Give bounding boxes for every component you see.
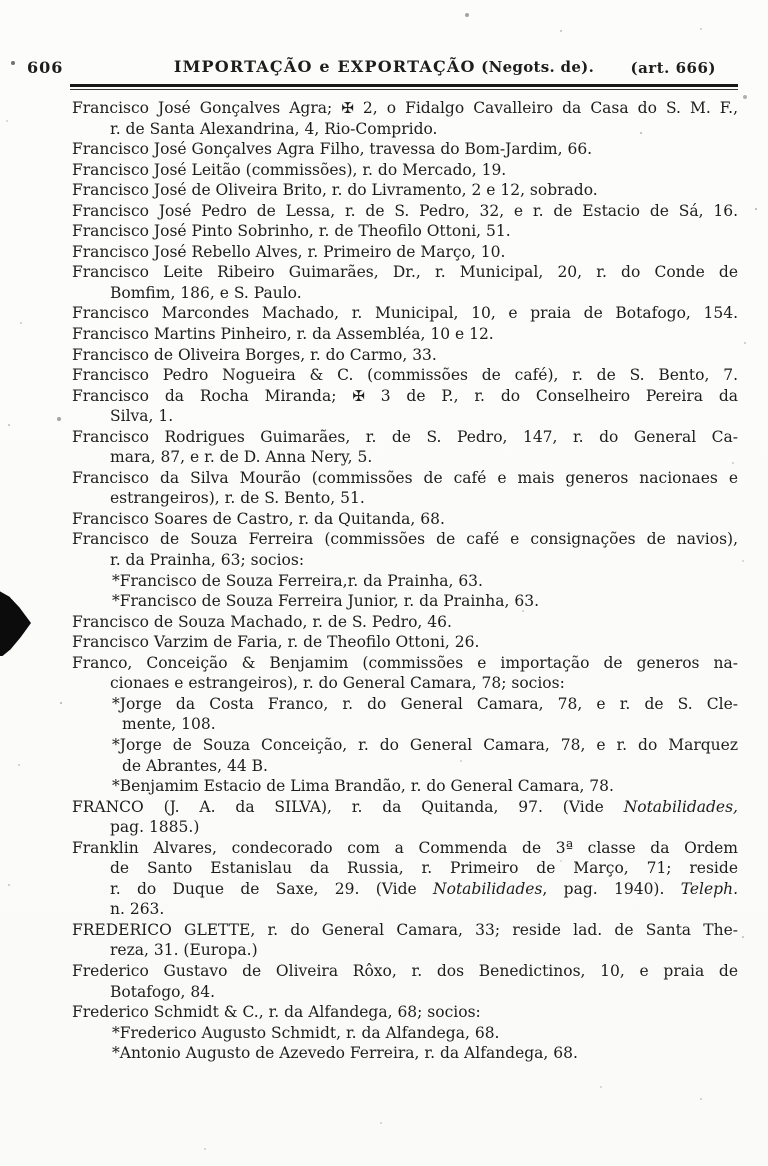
directory-line: FREDERICO GLETTE, r. do General Camara, 33; reside lad. de Santa The- xyxy=(72,920,738,939)
directory-line: Francisco de Souza Machado, r. de S. Pedro, 46. xyxy=(72,612,452,631)
directory-line: Francisco Leite Ribeiro Guimarães, Dr., r. Municipal, 20, r. do Conde de xyxy=(72,263,738,282)
directory-line: Francisco Rodrigues Guimarães, r. de S. Pedro, 147, r. do General Ca- xyxy=(72,427,738,446)
directory-line: Francisco de Souza Ferreira (commissões de café e consignações de navios), xyxy=(72,530,738,549)
article-reference: (art. 666) xyxy=(630,59,716,77)
directory-line: *Antonio Augusto de Azevedo Ferreira, r. da Alfandega, 68. xyxy=(112,1044,578,1063)
header-double-rule xyxy=(70,84,738,90)
directory-line: Francisco José Leitão (commissões), r. do Mercado, 19. xyxy=(72,160,507,179)
directory-line: *Jorge da Costa Franco, r. do General Camara, 78, e r. de S. Cle- xyxy=(112,694,738,713)
running-header-title: IMPORTAÇÃO e EXPORTAÇÃO xyxy=(173,57,476,76)
directory-line: r. de Santa Alexandrina, 4, Rio-Comprido. xyxy=(110,119,438,138)
order-of-christ-cross-icon: ✠ xyxy=(341,99,354,117)
directory-line: Francisco da Rocha Miranda; ✠ 3 de P., r. do Conselheiro Pereira da xyxy=(72,386,738,405)
directory-line: *Jorge de Souza Conceição, r. do General Camara, 78, e r. do Marquez xyxy=(112,735,738,754)
directory-line: Franco, Conceição & Benjamim (commissões e importação de generos na- xyxy=(72,653,738,672)
directory-line: Botafogo, 84. xyxy=(110,982,216,1001)
directory-line: Francisco José de Oliveira Brito, r. do Livramento, 2 e 12, sobrado. xyxy=(72,181,598,200)
directory-line: Franklin Alvares, condecorado com a Commenda de 3ª classe da Ordem xyxy=(72,838,738,857)
directory-line: *Frederico Augusto Schmidt, r. da Alfandega, 68. xyxy=(112,1023,500,1042)
directory-line: Frederico Gustavo de Oliveira Rôxo, r. dos Benedictinos, 10, e praia de xyxy=(72,961,738,980)
directory-line: cionaes e estrangeiros), r. do General Camara, 78; socios: xyxy=(110,674,565,693)
page-number: 606 xyxy=(27,58,64,77)
directory-line: Francisco de Oliveira Borges, r. do Carmo, 33. xyxy=(72,345,437,364)
directory-line: Francisco Soares de Castro, r. da Quitanda, 68. xyxy=(72,509,445,528)
directory-line: Francisco José Gonçalves Agra; ✠ 2, o Fidalgo Cavalleiro da Casa do S. M. F., xyxy=(72,99,738,117)
directory-line: pag. 1885.) xyxy=(110,818,200,837)
directory-line: r. da Prainha, 63; socios: xyxy=(110,551,305,570)
directory-line: Frederico Schmidt & C., r. da Alfandega, 68; socios: xyxy=(72,1003,481,1022)
directory-line: estrangeiros), r. de S. Bento, 51. xyxy=(110,489,365,508)
directory-line: mara, 87, e r. de D. Anna Nery, 5. xyxy=(110,448,373,467)
directory-line: Francisco José Pedro de Lessa, r. de S. Pedro, 32, e r. de Estacio de Sá, 16. xyxy=(72,201,738,220)
paper-specks xyxy=(0,0,2,2)
directory-line: reza, 31. (Europa.) xyxy=(110,941,258,960)
directory-line: Francisco José Rebello Alves, r. Primeiro de Março, 10. xyxy=(72,242,506,261)
directory-line: Francisco José Gonçalves Agra Filho, travessa do Bom-Jardim, 66. xyxy=(72,140,593,159)
directory-line: de Abrantes, 44 B. xyxy=(122,756,268,775)
directory-listing xyxy=(72,98,738,1064)
directory-line: FRANCO (J. A. da SILVA), r. da Quitanda, 97. (Vide Notabilidades, xyxy=(72,797,738,816)
header-rule-thin xyxy=(70,89,738,90)
directory-line: mente, 108. xyxy=(122,715,216,734)
directory-line: de Santo Estanislau da Russia, r. Primeiro de Março, 71; reside xyxy=(110,859,738,878)
header-rule-thick xyxy=(70,84,738,87)
directory-line: Francisco José Pinto Sobrinho, r. de Theofilo Ottoni, 51. xyxy=(72,222,511,241)
directory-line: *Francisco de Souza Ferreira,r. da Prainha, 63. xyxy=(112,571,483,590)
directory-line: Francisco da Silva Mourão (commissões de café e mais generos nacionaes e xyxy=(72,468,738,487)
directory-line: Silva, 1. xyxy=(110,407,174,426)
directory-line: Francisco Pedro Nogueira & C. (commissões de café), r. de S. Bento, 7. xyxy=(72,366,738,385)
directory-line: Bomfim, 186, e S. Paulo. xyxy=(110,283,302,302)
directory-line: *Francisco de Souza Ferreira Junior, r. da Prainha, 63. xyxy=(112,592,539,611)
running-header-note: (Negots. de). xyxy=(475,58,595,76)
directory-line: *Benjamim Estacio de Lima Brandão, r. do General Camara, 78. xyxy=(112,777,614,796)
ink-blot-artifact xyxy=(0,590,31,656)
directory-line: Francisco Marcondes Machado, r. Municipal, 10, e praia de Botafogo, 154. xyxy=(72,304,738,323)
directory-line: r. do Duque de Saxe, 29. (Vide Notabilidades, pag. 1940). Teleph. xyxy=(110,879,739,898)
directory-line: Francisco Martins Pinheiro, r. da Assembléa, 10 e 12. xyxy=(72,325,494,344)
order-of-christ-cross-icon: ✠ xyxy=(352,386,365,405)
directory-line: Francisco Varzim de Faria, r. de Theofilo Ottoni, 26. xyxy=(72,633,480,652)
directory-line: n. 263. xyxy=(110,900,165,919)
